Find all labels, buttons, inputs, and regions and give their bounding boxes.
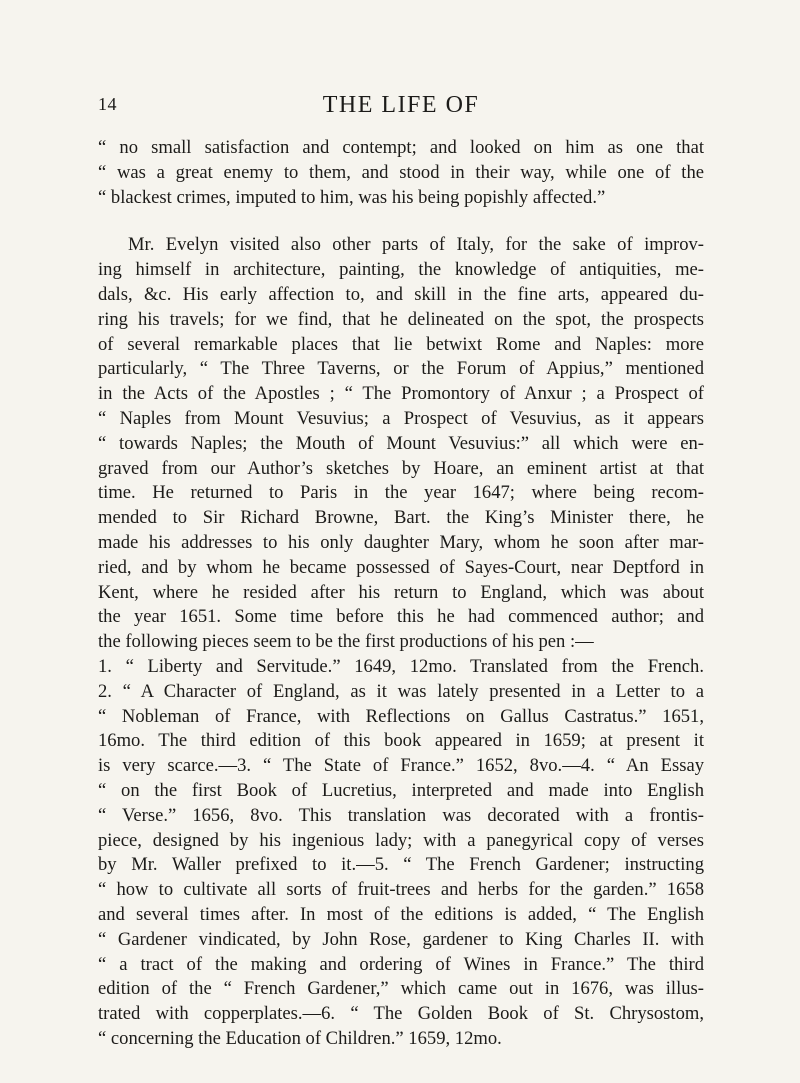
- text-line: ring his travels; for we find, that he delineated on the spot, the prospects: [98, 308, 704, 330]
- text-line: “ towards Naples; the Mouth of Mount Vesuvius:” all which were en-: [98, 432, 704, 454]
- text-line: of several remarkable places that lie betwixt Rome and Naples: more: [98, 333, 704, 355]
- text-line: “ how to cultivate all sorts of fruit-trees and herbs for the garden.” 1658: [98, 879, 704, 901]
- text-line: “ blackest crimes, imputed to him, was his being popishly affected.”: [98, 186, 606, 208]
- text-line: trated with copperplates.—6. “ The Golden Book of St. Chrysostom,: [98, 1003, 704, 1025]
- paragraph-gap: [98, 210, 704, 233]
- text-line: by Mr. Waller prefixed to it.—5. “ The French Gardener; instructing: [98, 854, 704, 876]
- text-line: “ was a great enemy to them, and stood in their way, while one of the: [98, 161, 704, 183]
- body-paragraph: [98, 233, 704, 1051]
- text-line: ried, and by whom he became possessed of Sayes-Court, near Deptford in: [98, 556, 704, 578]
- text-line: ing himself in architecture, painting, the knowledge of antiquities, me-: [98, 259, 704, 281]
- text-line: the following pieces seem to be the first productions of his pen :—: [98, 631, 594, 653]
- text-line: and several times after. In most of the editions is added, “ The English: [98, 903, 704, 925]
- text-line: 1. “ Liberty and Servitude.” 1649, 12mo. Translated from the French.: [98, 655, 704, 677]
- text-line: particularly, “ The Three Taverns, or the Forum of Appius,” mentioned: [98, 358, 704, 380]
- text-line: edition of the “ French Gardener,” which came out in 1676, was illus-: [98, 978, 704, 1000]
- text-line: “ no small satisfaction and contempt; and looked on him as one that: [98, 137, 704, 158]
- text-line: graved from our Author’s sketches by Hoare, an eminent artist at that: [98, 457, 704, 479]
- page-number: 14: [98, 94, 117, 114]
- text-line: 2. “ A Character of England, as it was lately presented in a Letter to a: [98, 680, 704, 702]
- text-line: “ Naples from Mount Vesuvius; a Prospect of Vesuvius, as it appears: [98, 407, 704, 429]
- text-line: “ Verse.” 1656, 8vo. This translation was decorated with a frontis-: [98, 804, 704, 826]
- text-line: time. He returned to Paris in the year 1647; where being recom-: [98, 482, 704, 504]
- text-line: Kent, where he resided after his return to England, which was about: [98, 581, 704, 603]
- text-line: “ concerning the Education of Children.” 1659, 12mo.: [98, 1027, 502, 1049]
- text-line: dals, &c. His early affection to, and skill in the fine arts, appeared du-: [98, 283, 704, 305]
- text-line: the year 1651. Some time before this he had commenced author; and: [98, 606, 704, 628]
- text-line: mended to Sir Richard Browne, Bart. the King’s Minister there, he: [98, 507, 704, 529]
- text-line: “ on the first Book of Lucretius, interpreted and made into English: [98, 779, 704, 801]
- text-line: “ Gardener vindicated, by John Rose, gardener to King Charles II. with: [98, 928, 704, 950]
- text-line: made his addresses to his only daughter Mary, whom he soon after mar-: [98, 531, 704, 553]
- running-title: THE LIFE OF: [322, 92, 480, 118]
- text-line: piece, designed by his ingenious lady; with a panegyrical copy of verses: [98, 829, 704, 851]
- text-line: in the Acts of the Apostles ; “ The Promontory of Anxur ; a Prospect of: [98, 383, 704, 405]
- text-line: Mr. Evelyn visited also other parts of Italy, for the sake of improv-: [128, 234, 704, 256]
- text-line: “ a tract of the making and ordering of Wines in France.” The third: [98, 953, 704, 975]
- text-line: is very scarce.—3. “ The State of France.” 1652, 8vo.—4. “ An Essay: [98, 755, 704, 777]
- running-head: [98, 92, 704, 122]
- text-line: 16mo. The third edition of this book appeared in 1659; at present it: [98, 730, 704, 752]
- text-line: “ Nobleman of France, with Reflections on Gallus Castratus.” 1651,: [98, 705, 704, 727]
- quotation-paragraph: [98, 136, 704, 210]
